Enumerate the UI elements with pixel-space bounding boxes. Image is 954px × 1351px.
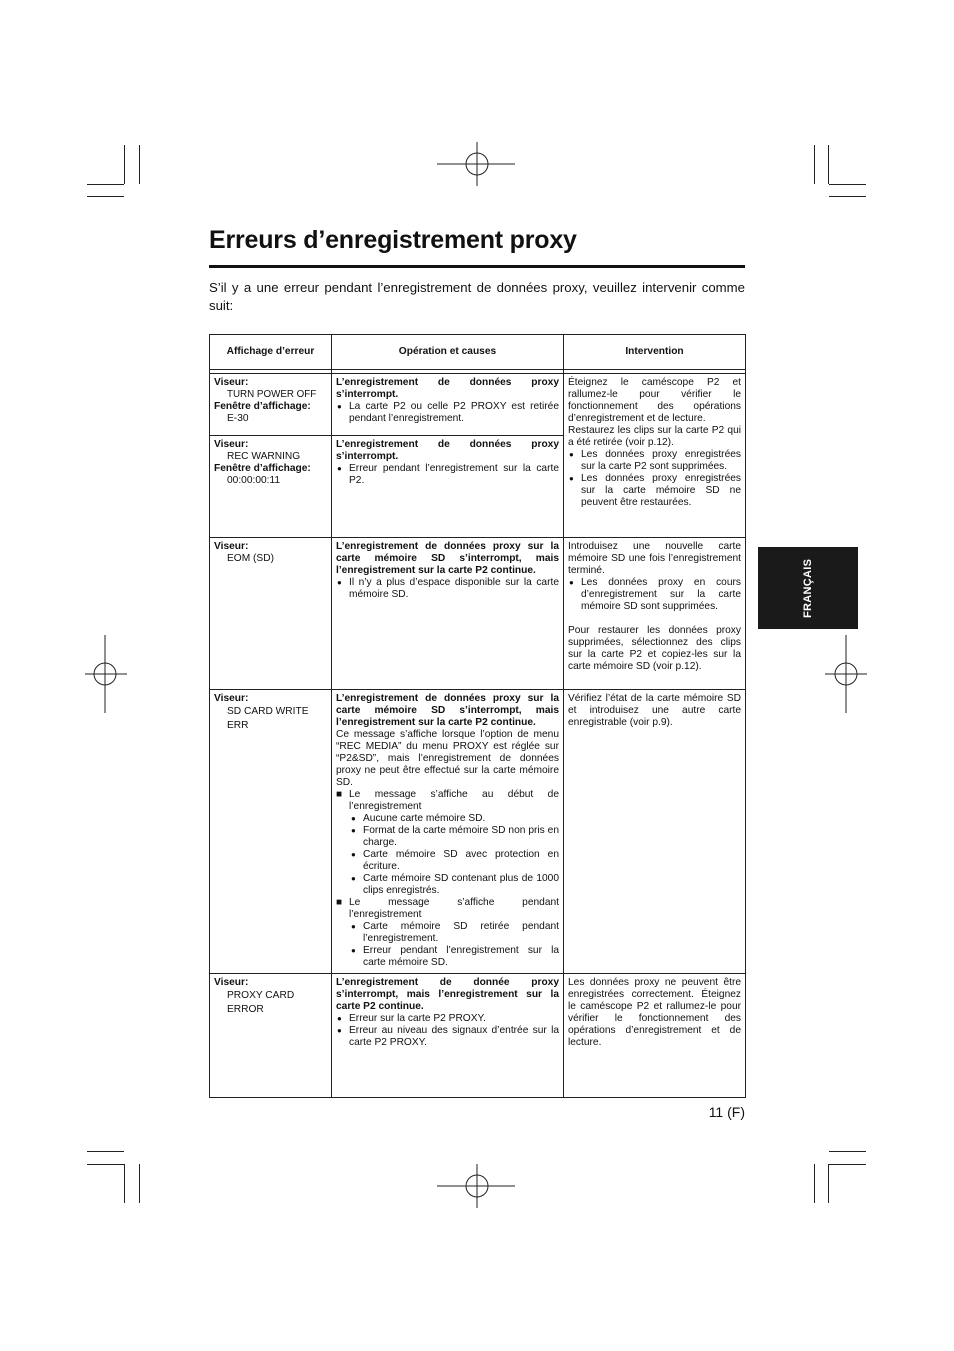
crop-mark bbox=[829, 196, 866, 197]
crop-mark bbox=[124, 145, 125, 184]
registration-mark-icon bbox=[85, 635, 127, 713]
header-operation: Opération et causes bbox=[332, 335, 564, 370]
intervention-cell bbox=[564, 690, 746, 974]
list-item: ● Erreur pendant l’enregistrement sur la carte mémoire SD. bbox=[349, 945, 559, 969]
viewfinder-label: Viseur: bbox=[214, 977, 249, 988]
intervention-list bbox=[568, 449, 741, 509]
viewfinder-label: Viseur: bbox=[214, 541, 249, 552]
intervention-cell bbox=[564, 974, 746, 1098]
crop-mark bbox=[139, 1164, 140, 1203]
registration-mark-icon bbox=[437, 142, 517, 186]
list-item: ● Carte mémoire SD contenant plus de 1000 clips enregistrés. bbox=[349, 873, 559, 897]
crop-mark bbox=[139, 145, 140, 184]
list-item: ● Erreur au niveau des signaux d’entrée sur la carte P2 PROXY. bbox=[336, 1025, 559, 1049]
display-window-value: 00:00:00:11 bbox=[227, 475, 281, 486]
operation-cell bbox=[332, 436, 564, 538]
viewfinder-value: SD CARD WRITE ERR bbox=[227, 706, 309, 731]
crop-mark bbox=[829, 1151, 866, 1152]
viewfinder-value: EOM (SD) bbox=[227, 553, 274, 564]
display-cell bbox=[210, 974, 332, 1098]
crop-mark bbox=[814, 1164, 815, 1203]
list-item: ● Les données proxy en cours d’enregistrement sur la carte mémoire SD sont supprimées. bbox=[568, 577, 741, 613]
cause-list bbox=[349, 813, 559, 897]
intervention-text: Introduisez une nouvelle carte mémoire SD une fois l’enregistrement terminé. bbox=[568, 541, 741, 576]
display-cell bbox=[210, 538, 332, 690]
crop-mark bbox=[87, 1164, 124, 1165]
page-title: Erreurs d’enregistrement proxy bbox=[209, 226, 577, 254]
header-display: Affichage d’erreur bbox=[210, 335, 332, 370]
list-item: ● Carte mémoire SD retirée pendant l’enregistrement. bbox=[349, 921, 559, 945]
registration-mark-icon bbox=[825, 635, 867, 713]
viewfinder-label: Viseur: bbox=[214, 377, 249, 388]
cause-list bbox=[336, 401, 559, 425]
intervention-cell bbox=[564, 374, 746, 538]
intervention-text: Vérifiez l’état de la carte mémoire SD et introduisez une autre carte enregistrable (voir p.9). bbox=[568, 693, 741, 728]
table-row bbox=[210, 538, 746, 690]
operation-title: L’enregistrement de données proxy s’interrompt. bbox=[336, 377, 559, 400]
title-underline bbox=[209, 265, 745, 268]
header-intervention: Intervention bbox=[564, 335, 746, 370]
viewfinder-value: REC WARNING bbox=[227, 451, 301, 462]
display-cell bbox=[210, 436, 332, 538]
list-item: ● Erreur sur la carte P2 PROXY. bbox=[336, 1013, 559, 1025]
display-window-label: Fenêtre d’affichage: bbox=[214, 463, 311, 474]
operation-cell bbox=[332, 538, 564, 690]
cause-list bbox=[336, 577, 559, 601]
operation-title: L’enregistrement de donnée proxy s’interrompt, mais l’enregistrement sur la carte P2 continue. bbox=[336, 977, 559, 1012]
table-row bbox=[210, 974, 746, 1098]
crop-mark bbox=[829, 1164, 866, 1165]
table-row bbox=[210, 690, 746, 974]
intervention-text: Les données proxy ne peuvent être enregistrées correctement. Éteignez le caméscope P2 et rallumez-le pour vérifier le fonctionnement des opérations d’enregistrement et de lecture. bbox=[568, 977, 741, 1048]
operation-title: L’enregistrement de données proxy sur la carte mémoire SD s’interrompt, mais l’enregistrement sur la carte P2 continue. bbox=[336, 541, 559, 576]
crop-mark bbox=[87, 1151, 124, 1152]
condition-list bbox=[336, 789, 559, 969]
display-window-label: Fenêtre d’affichage: bbox=[214, 401, 311, 412]
operation-title: L’enregistrement de données proxy sur la carte mémoire SD s’interrompt, mais l’enregistrement sur la carte P2 continue. bbox=[336, 693, 559, 728]
intervention-text: Restaurez les clips sur la carte P2 qui a été retirée (voir p.12). bbox=[568, 425, 741, 448]
condition-heading: ■ Le message s’affiche au début de l’enregistrement bbox=[349, 789, 559, 812]
crop-mark bbox=[87, 196, 124, 197]
list-item: ● La carte P2 ou celle P2 PROXY est retirée pendant l’enregistrement. bbox=[336, 401, 559, 425]
operation-cell bbox=[332, 974, 564, 1098]
page-number: 11 (F) bbox=[708, 1104, 745, 1120]
cause-list bbox=[349, 921, 559, 969]
cause-list bbox=[336, 463, 559, 487]
display-cell bbox=[210, 374, 332, 436]
language-tab-label: FRANÇAIS bbox=[802, 558, 814, 618]
crop-mark bbox=[828, 145, 829, 184]
list-item: ● Aucune carte mémoire SD. bbox=[349, 813, 559, 825]
intervention-text: Éteignez le caméscope P2 et rallumez-le pour vérifier le fonctionnement des opérations d’enregistrement et de lecture. bbox=[568, 377, 741, 424]
operation-cell bbox=[332, 690, 564, 974]
list-item: ● Format de la carte mémoire SD non pris en charge. bbox=[349, 825, 559, 849]
list-item: ● Erreur pendant l’enregistrement sur la carte P2. bbox=[336, 463, 559, 487]
viewfinder-label: Viseur: bbox=[214, 693, 249, 704]
list-item: ● Les données proxy enregistrées sur la carte P2 sont supprimées. bbox=[568, 449, 741, 473]
viewfinder-value: TURN POWER OFF bbox=[227, 389, 317, 400]
error-table bbox=[209, 334, 746, 1098]
viewfinder-value: PROXY CARD ERROR bbox=[227, 990, 295, 1015]
list-item: ● Il n’y a plus d’espace disponible sur la carte mémoire SD. bbox=[336, 577, 559, 601]
operation-text: Ce message s’affiche lorsque l’option de menu “REC MEDIA” du menu PROXY est réglée sur “P2&SD”, mais l’enregistrement de données proxy ne peut être effectué sur la carte mémoire SD. bbox=[336, 729, 559, 788]
operation-title: L’enregistrement de données proxy s’interrompt. bbox=[336, 439, 559, 462]
condition-heading: ■ Le message s’affiche pendant l’enregistrement bbox=[349, 897, 559, 920]
registration-mark-icon bbox=[437, 1164, 517, 1208]
crop-mark bbox=[814, 145, 815, 184]
intro-paragraph: S’il y a une erreur pendant l’enregistrement de données proxy, veuillez intervenir comme suit: bbox=[209, 280, 745, 313]
table-header-row bbox=[210, 335, 746, 370]
intervention-cell bbox=[564, 538, 746, 690]
table-row bbox=[210, 374, 746, 436]
operation-cell bbox=[332, 374, 564, 436]
display-cell bbox=[210, 690, 332, 974]
crop-mark bbox=[828, 1164, 829, 1203]
cause-list bbox=[336, 1013, 559, 1049]
list-item: ● Carte mémoire SD avec protection en écriture. bbox=[349, 849, 559, 873]
crop-mark bbox=[829, 184, 866, 185]
list-item bbox=[336, 897, 559, 969]
crop-mark bbox=[87, 184, 124, 185]
list-item bbox=[336, 789, 559, 897]
list-item: ● Les données proxy enregistrées sur la carte mémoire SD ne peuvent être restaurées. bbox=[568, 473, 741, 509]
intervention-text: Pour restaurer les données proxy supprimées, sélectionnez des clips sur la carte P2 et copiez-les sur la carte mémoire SD (voir p.12). bbox=[568, 625, 741, 672]
crop-mark bbox=[124, 1164, 125, 1203]
language-tab bbox=[758, 547, 858, 629]
viewfinder-label: Viseur: bbox=[214, 439, 249, 450]
display-window-value: E-30 bbox=[227, 413, 249, 424]
intervention-list bbox=[568, 577, 741, 613]
